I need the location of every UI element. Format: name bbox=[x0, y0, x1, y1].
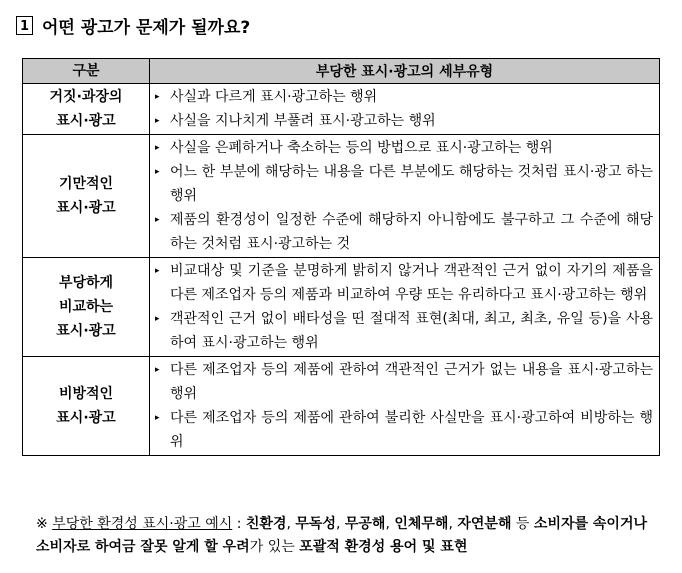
note-term: 무공해 bbox=[344, 516, 386, 532]
table-body bbox=[23, 84, 660, 456]
detail-text: 다른 제조업자 등의 제품에 관하여 불리한 사실만을 표시·광고하여 비방하는 행위 bbox=[170, 410, 653, 450]
detail-text: 제품의 환경성이 일정한 수준에 해당하지 아니함에도 불구하고 그 수준에 해당하는 것처럼 표시·광고하는 것 bbox=[170, 212, 653, 252]
section-number-box: 1 bbox=[16, 16, 33, 35]
table-row bbox=[23, 84, 660, 135]
detail-text: 어느 한 부분에 해당하는 내용을 다른 부분에도 해당하는 것처럼 표시·광고 하는 행위 bbox=[170, 164, 653, 204]
note-label: 부당한 환경성 표시·광고 예시 bbox=[52, 516, 233, 532]
note-term: 무독성 bbox=[295, 516, 336, 532]
list-item bbox=[154, 160, 653, 208]
note-colon: : bbox=[232, 516, 246, 532]
category-label: 표시·광고 bbox=[56, 200, 116, 216]
header-category: 구분 bbox=[23, 59, 150, 84]
bullet-triangle-icon: ▸ bbox=[155, 215, 160, 225]
note-connector: 가 있는 bbox=[249, 539, 300, 555]
note-term: 자연분해 bbox=[457, 516, 512, 532]
note-term: 인체무해 bbox=[394, 516, 449, 532]
list-item bbox=[154, 358, 653, 406]
detail-cell bbox=[150, 357, 660, 456]
table-row bbox=[23, 258, 660, 357]
bullet-triangle-icon: ▸ bbox=[155, 92, 160, 102]
detail-list bbox=[154, 136, 653, 256]
list-item bbox=[154, 259, 653, 307]
category-label: 비방적인 bbox=[58, 386, 114, 402]
category-label: 비교하는 bbox=[58, 299, 114, 315]
category-label: 부당하게 bbox=[58, 275, 114, 291]
note-etc: 등 bbox=[511, 516, 534, 532]
note-phrase-terms: 포괄적 환경성 용어 및 표현 bbox=[299, 539, 468, 555]
ad-types-table bbox=[22, 58, 660, 456]
note-term: 친환경 bbox=[245, 516, 287, 532]
bullet-triangle-icon: ▸ bbox=[155, 116, 160, 126]
detail-list bbox=[154, 259, 653, 355]
note-paragraph: ※ 부당한 환경성 표시·광고 예시 : 친환경, 무독성, 무공해, 인체무해, 자연분해 등 소비자를 속이거나 소비자로 하여금 잘못 알게 할 우려가 있는 포괄적 환경성 용어 및 표현 bbox=[36, 516, 647, 555]
detail-text: 다른 제조업자 등의 제품에 관하여 객관적인 근거가 없는 내용을 표시·광고하는 행위 bbox=[170, 362, 653, 402]
table-row bbox=[23, 357, 660, 456]
table-row bbox=[23, 135, 660, 258]
list-item bbox=[154, 307, 653, 355]
detail-text: 객관적인 근거 없이 배타성을 띤 절대적 표현(최대, 최고, 최초, 유일 등)을 사용하여 표시·광고하는 행위 bbox=[170, 311, 653, 351]
detail-text: 사실을 은폐하거나 축소하는 등의 방법으로 표시·광고하는 행위 bbox=[170, 140, 553, 156]
bullet-triangle-icon: ▸ bbox=[155, 143, 160, 153]
category-label: 표시·광고 bbox=[56, 323, 116, 339]
detail-list bbox=[154, 85, 653, 133]
detail-cell bbox=[150, 258, 660, 357]
category-label: 표시·광고 bbox=[56, 410, 116, 426]
detail-text: 사실과 다르게 표시·광고하는 행위 bbox=[170, 89, 378, 105]
section-heading bbox=[16, 12, 250, 38]
category-cell bbox=[23, 84, 150, 135]
section-title: 어떤 광고가 문제가 될까요? bbox=[42, 17, 251, 38]
header-detail: 부당한 표시·광고의 세부유형 bbox=[150, 59, 660, 84]
detail-cell bbox=[150, 84, 660, 135]
detail-text: 사실을 지나치게 부풀려 표시·광고하는 행위 bbox=[170, 113, 436, 129]
detail-text: 비교대상 및 기준을 분명하게 밝히지 않거나 객관적인 근거 없이 자기의 제품을 다른 제조업자 등의 제품과 비교하여 우량 또는 유리하다고 표시·광고하는 행위 bbox=[170, 263, 653, 303]
list-item bbox=[154, 208, 653, 256]
bullet-triangle-icon: ▸ bbox=[155, 167, 160, 177]
note-mark: ※ bbox=[36, 516, 48, 532]
category-cell bbox=[23, 135, 150, 258]
detail-cell bbox=[150, 135, 660, 258]
category-cell bbox=[23, 258, 150, 357]
note-phrase-mislead: 소비자를 속이거나 소비자로 하여금 잘못 알게 할 우려 bbox=[36, 516, 647, 555]
bullet-triangle-icon: ▸ bbox=[155, 413, 160, 423]
list-item bbox=[154, 85, 653, 109]
list-item bbox=[154, 406, 653, 454]
list-item bbox=[154, 136, 653, 160]
table-header-row bbox=[23, 59, 660, 84]
bullet-triangle-icon: ▸ bbox=[155, 314, 160, 324]
category-label: 기만적인 bbox=[58, 176, 114, 192]
bullet-triangle-icon: ▸ bbox=[155, 365, 160, 375]
detail-list bbox=[154, 358, 653, 454]
category-cell bbox=[23, 357, 150, 456]
category-label: 거짓·과장의 bbox=[49, 89, 123, 105]
list-item bbox=[154, 109, 653, 133]
category-label: 표시·광고 bbox=[56, 113, 116, 129]
bullet-triangle-icon: ▸ bbox=[155, 266, 160, 276]
